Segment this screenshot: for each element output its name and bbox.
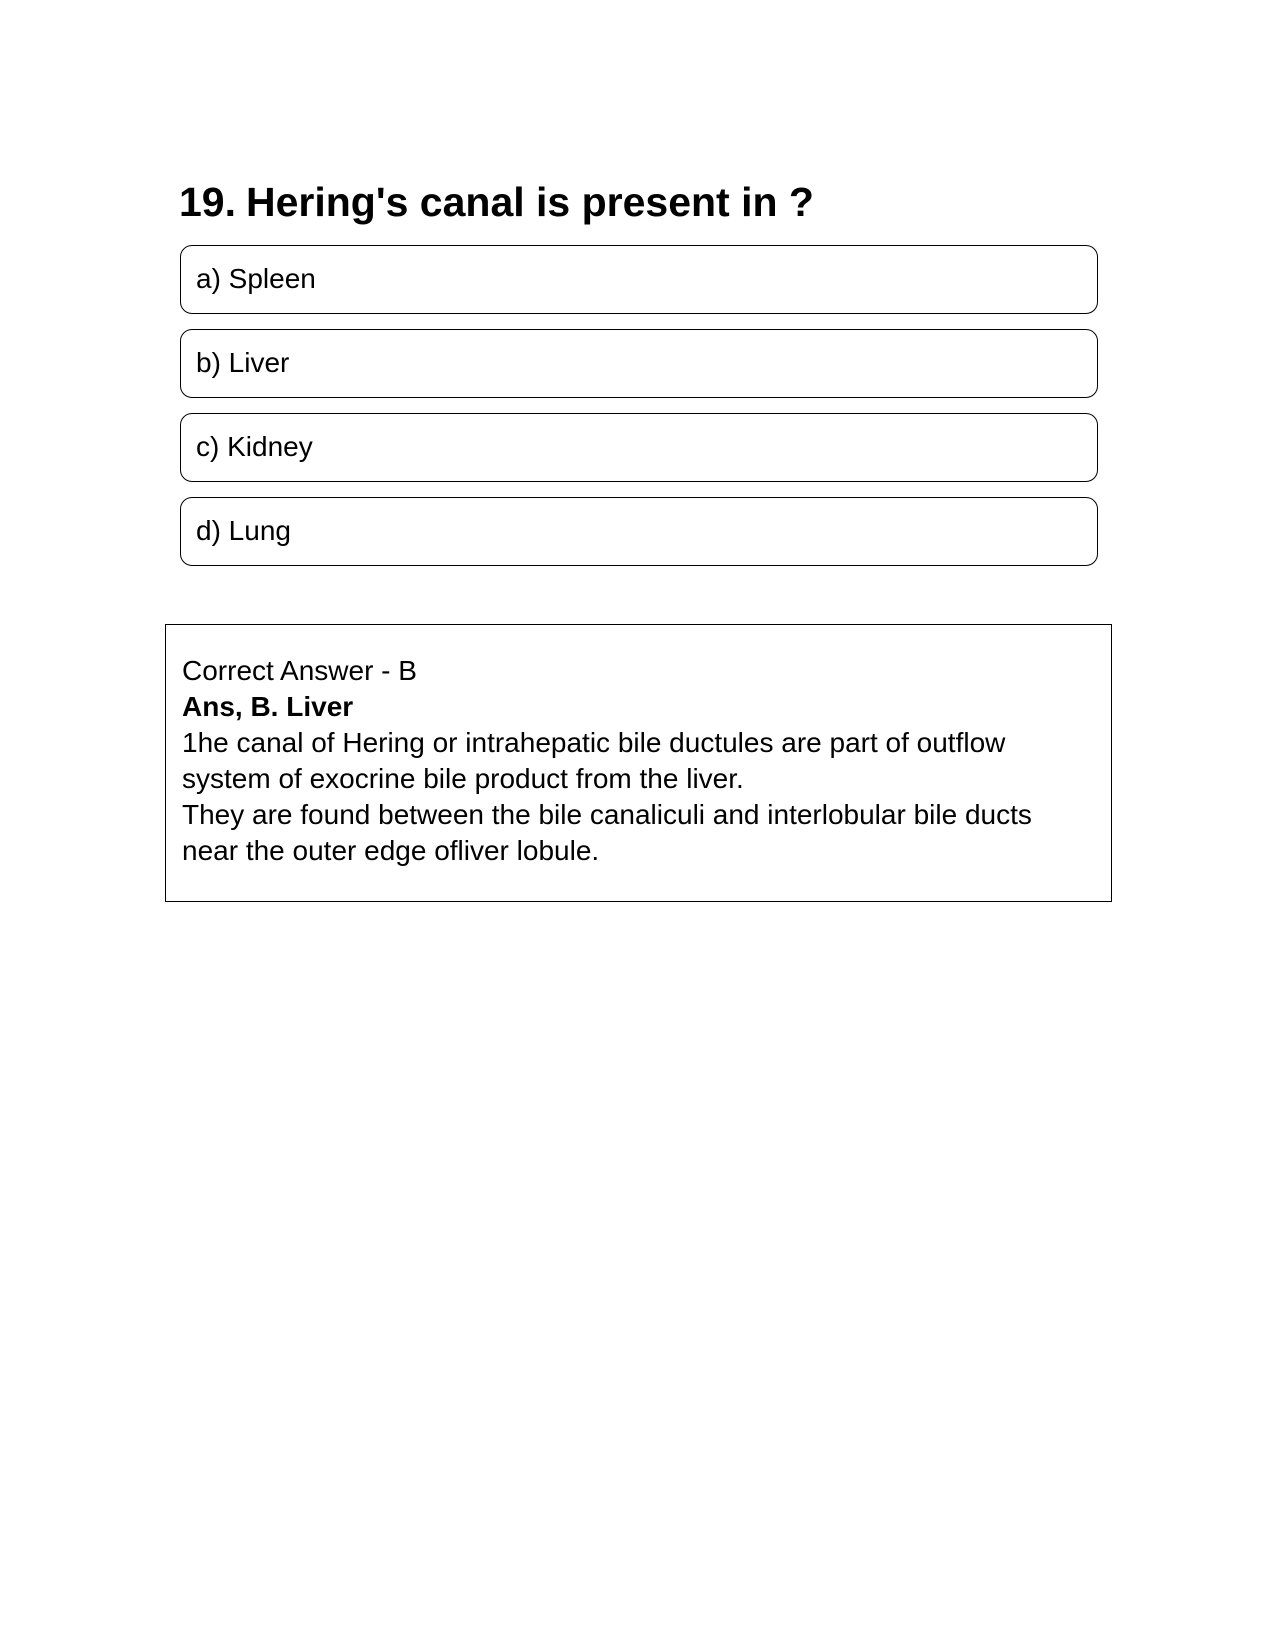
option-d[interactable]: d) Lung [180,497,1098,566]
question-heading [179,178,1099,226]
correct-answer-label: Correct Answer - B [182,655,417,686]
answer-explanation-2: They are found between the bile canaliculi and interlobular bile ducts near the outer edge ofliver lobule. [182,799,1032,866]
answer-box [165,624,1112,902]
option-c[interactable]: c) Kidney [180,413,1098,482]
option-a[interactable]: a) Spleen [180,245,1098,314]
answer-heading: Ans, B. Liver [182,691,354,722]
question-number: 19. [179,179,236,225]
option-b[interactable]: b) Liver [180,329,1098,398]
answer-explanation-1: 1he canal of Hering or intrahepatic bile ductules are part of outflow system of exocrine bile product from the liver. [182,727,1006,794]
options-list [180,245,1098,581]
question-text: Hering's canal is present in ? [246,179,814,225]
